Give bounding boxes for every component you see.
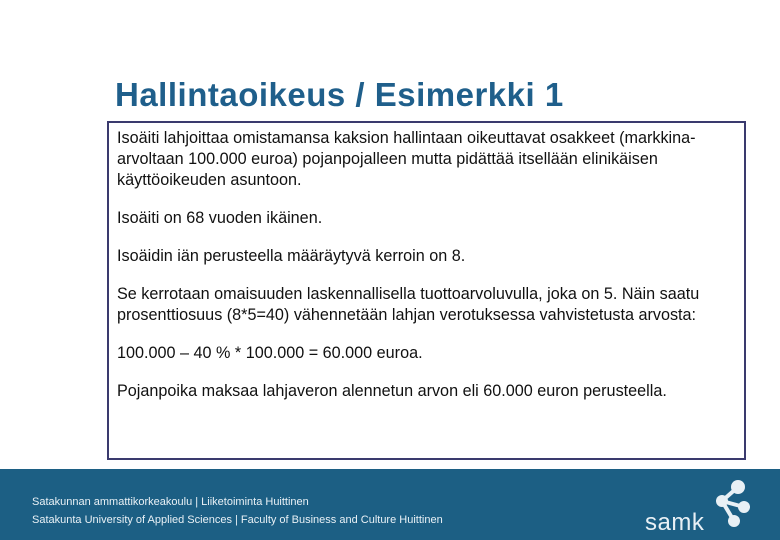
footer-line-finnish: Satakunnan ammattikorkeakoulu | Liiketoiminta Huittinen bbox=[32, 496, 309, 508]
logo-dots-icon bbox=[702, 479, 758, 535]
footer-line-english: Satakunta University of Applied Sciences | Faculty of Business and Culture Huittinen bbox=[32, 514, 443, 526]
slide-title: Hallintaoikeus / Esimerkki 1 bbox=[115, 76, 564, 113]
paragraph-coefficient: Isoäidin iän perusteella määräytyvä kerroin on 8. bbox=[117, 247, 466, 265]
samk-logo bbox=[640, 479, 760, 535]
footer-bar bbox=[0, 469, 780, 540]
paragraph-calculation: Se kerrotaan omaisuuden laskennallisella tuottoarvoluvulla, joka on 5. Näin saatu prosenttiosuus (8*5=40) vähennetään lahjan verotuksessa vahvistetusta arvosta: bbox=[117, 285, 700, 324]
paragraph-formula: 100.000 – 40 % * 100.000 = 60.000 euroa. bbox=[117, 344, 423, 362]
logo-wordmark: samk bbox=[645, 509, 705, 536]
paragraph-age: Isoäiti on 68 vuoden ikäinen. bbox=[117, 209, 323, 227]
paragraph-gift-description: Isoäiti lahjoittaa omistamansa kaksion hallintaan oikeuttavat osakkeet (markkina-arvoltaan 100.000 euroa) pojanpojalleen mutta pidättää itsellään elinikäisen käyttöoikeuden asuntoon. bbox=[117, 129, 696, 189]
paragraph-conclusion: Pojanpoika maksaa lahjaveron alennetun arvon eli 60.000 euron perusteella. bbox=[117, 382, 667, 400]
content-box bbox=[107, 121, 746, 460]
